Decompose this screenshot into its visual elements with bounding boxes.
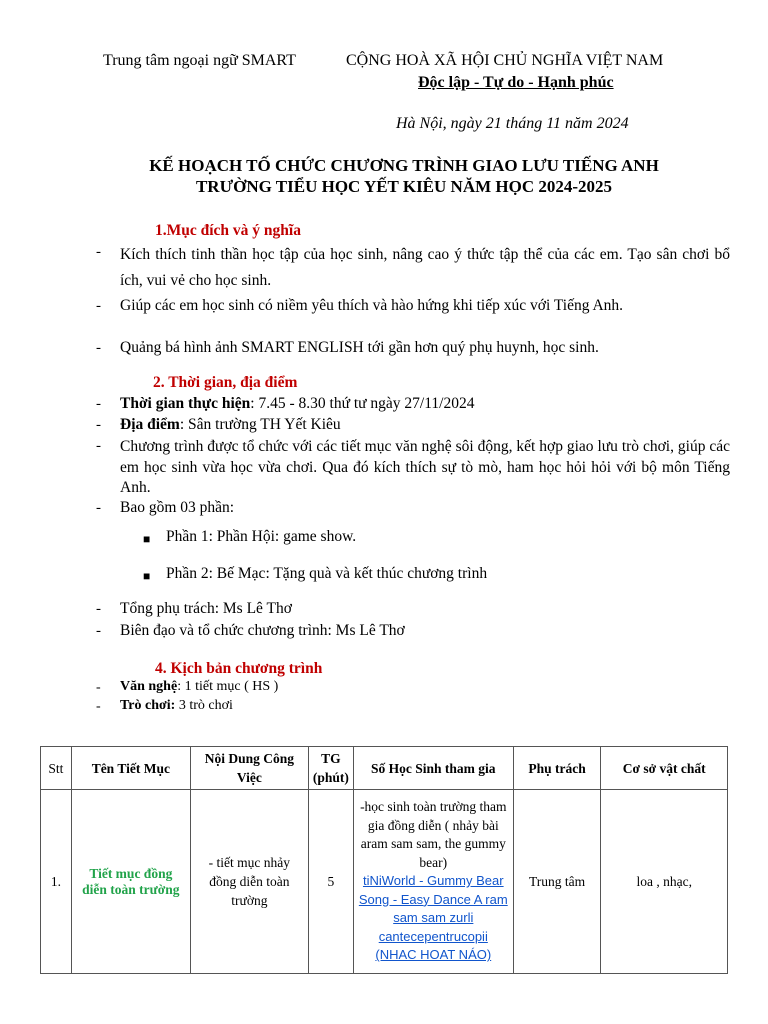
col-header-facilities: Cơ sở vật chất xyxy=(601,747,728,790)
cell-name: Tiết mục đồng diễn toàn trường xyxy=(71,790,190,974)
col-header-students: Số Học Sinh tham gia xyxy=(353,747,513,790)
section1-item-2: Giúp các em học sinh có niềm yêu thích và hào hứng khi tiếp xúc với Tiếng Anh. xyxy=(120,297,624,314)
bullet-dash: - xyxy=(96,438,101,454)
games-value: 3 trò chơi xyxy=(175,698,233,713)
time-value: : 7.45 - 8.30 thứ tư ngày 27/11/2024 xyxy=(250,395,475,412)
section2-heading: 2. Thời gian, địa điểm xyxy=(153,374,298,391)
bullet-dash: - xyxy=(96,623,101,639)
table-header-row xyxy=(41,747,728,790)
document-date: Hà Nội, ngày 21 tháng 11 năm 2024 xyxy=(396,115,629,132)
games-line xyxy=(120,698,233,714)
nation-name: CỘNG HOÀ XÃ HỘI CHỦ NGHĨA VIỆT NAM xyxy=(346,52,664,69)
program-description: Chương trình được tổ chức với các tiết mục văn nghệ sôi động, kết hợp giao lưu trò chơi, giúp các em học sinh vừa học vừa chơi. Qua đó kích thích sự tò mò, ham học hỏi hỏi với bộ môn Tiếng Anh. xyxy=(120,438,730,496)
place-label: Địa điểm xyxy=(120,416,180,433)
cell-facilities: loa , nhạc, xyxy=(601,790,728,974)
students-link[interactable]: tiNiWorld - Gummy Bear Song - Easy Dance A ram sam sam zurli cantecepentrucopii (NHAC HOAT NÁO) xyxy=(358,873,508,963)
place-line xyxy=(120,416,730,434)
motto: Độc lập - Tự do - Hạnh phúc xyxy=(418,74,614,91)
parts-intro: Bao gồm 03 phần: xyxy=(120,499,235,516)
organization-name: Trung tâm ngoại ngữ SMART xyxy=(103,52,296,69)
cell-owner: Trung tâm xyxy=(513,790,601,974)
col-header-content: Nội Dung Công Việc xyxy=(190,747,308,790)
bullet-dash: - xyxy=(96,298,101,314)
place-value: : Sân trường TH Yết Kiêu xyxy=(179,416,341,433)
cell-content: - tiết mục nhảy đồng diễn toàn trường xyxy=(190,790,308,974)
bullet-dash: - xyxy=(96,601,101,617)
arts-line xyxy=(120,679,278,695)
time-label: Thời gian thực hiện xyxy=(120,395,251,412)
part-1: Phần 1: Phần Hội: game show. xyxy=(166,528,357,545)
bullet-dash: - xyxy=(96,340,101,356)
square-bullet-icon: ■ xyxy=(143,569,151,583)
col-header-name: Tên Tiết Mục xyxy=(71,747,190,790)
doc-title-line1: KẾ HOẠCH TỐ CHỨC CHƯƠNG TRÌNH GIAO LƯU TIẾNG ANH xyxy=(149,156,659,175)
part-2: Phần 2: Bế Mạc: Tặng quà và kết thúc chương trình xyxy=(166,565,488,582)
bullet-dash: - xyxy=(96,396,101,412)
col-header-stt: Stt xyxy=(41,747,72,790)
section4-heading: 4. Kịch bản chương trình xyxy=(155,660,323,677)
bullet-dash: - xyxy=(96,680,101,695)
bullet-dash: - xyxy=(96,699,101,714)
program-table xyxy=(40,746,728,974)
col-header-time: TG (phút) xyxy=(308,747,353,790)
arts-value: : 1 tiết mục ( HS ) xyxy=(177,679,279,694)
program-lead: Tổng phụ trách: Ms Lê Thơ xyxy=(120,600,292,617)
cell-time: 5 xyxy=(308,790,353,974)
doc-title-line2: TRƯỜNG TIỂU HỌC YẾT KIÊU NĂM HỌC 2024-2025 xyxy=(195,177,613,196)
col-header-owner: Phụ trách xyxy=(513,747,601,790)
cell-stt: 1. xyxy=(41,790,72,974)
bullet-dash: - xyxy=(96,500,101,516)
students-text: -học sinh toàn trường tham gia đồng diễn ( nhảy bài aram sam sam, the gummy bear) xyxy=(360,799,507,870)
time-line xyxy=(120,395,730,413)
games-label: Trò chơi: xyxy=(120,698,176,713)
table-row xyxy=(41,790,728,974)
bullet-dash: - xyxy=(96,244,101,260)
section1-item-1: Kích thích tinh thần học tập của học sinh, nâng cao ý thức tập thể của các em. Tạo sân chơi bổ ích, vui vẻ cho học sinh. xyxy=(120,246,730,289)
section1-heading: 1.Mục đích và ý nghĩa xyxy=(155,222,301,239)
cell-students xyxy=(353,790,513,974)
arts-label: Văn nghệ xyxy=(120,679,178,694)
program-director: Biên đạo và tổ chức chương trình: Ms Lê Thơ xyxy=(120,622,405,639)
section1-item-3: Quảng bá hình ảnh SMART ENGLISH tới gần hơn quý phụ huynh, học sinh. xyxy=(120,339,599,356)
square-bullet-icon: ■ xyxy=(143,532,151,546)
bullet-dash: - xyxy=(96,417,101,433)
